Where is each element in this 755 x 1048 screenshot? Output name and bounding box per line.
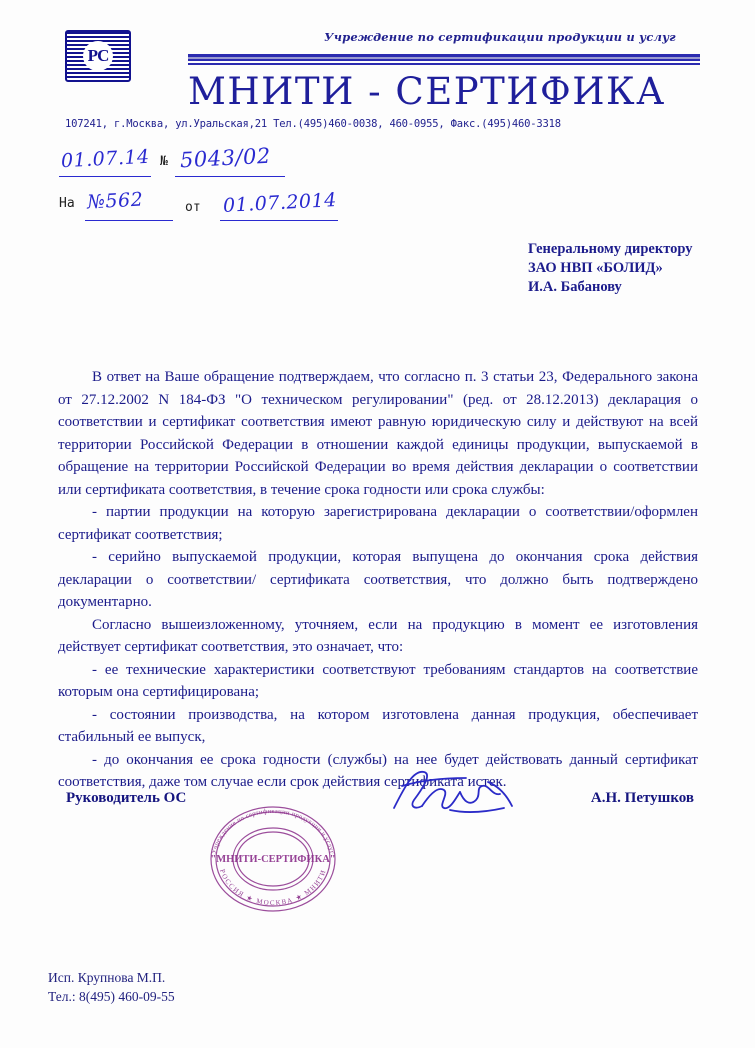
- executor-name: Исп. Крупнова М.П.: [48, 970, 166, 985]
- header-rule-thick: [188, 54, 700, 61]
- header-rule-thin: [188, 63, 700, 65]
- organization-contacts: 107241, г.Москва, ул.Уральская,21 Тел.(495)460-0038, 460-0955, Факс.(495)460-3318: [65, 118, 561, 130]
- reference-block: [55, 143, 385, 232]
- incoming-date-label: от: [185, 200, 201, 215]
- body-paragraph-4: Согласно вышеизложенному, уточняем, если на продукцию в момент ее изготовления действует сертификат соответствия, это означает, что:: [58, 616, 698, 655]
- body-paragraph-6: - состоянии производства, на котором изготовлена данная продукция, обеспечивает стабильный ее выпуск,: [58, 706, 698, 745]
- incoming-number-rule: [85, 220, 173, 221]
- certification-logo: [65, 30, 131, 82]
- incoming-date-handwritten: 01.07.2014: [222, 189, 338, 217]
- svg-text:РОССИЯ ★ МОСКВА ★ МНИТИ: РОССИЯ ★ МОСКВА ★ МНИТИ: [218, 868, 328, 908]
- organization-subtitle: Учреждение по сертификации продукции и услуг: [324, 30, 676, 44]
- logo-text: РС: [83, 41, 113, 71]
- body-paragraph-7: - до окончания ее срока годности (службы) на нее будет действовать данный сертификат соответствия, даже том случае если срок действия сертификата истек.: [58, 751, 698, 790]
- svg-text:Учреждение по сертификации про: Учреждение по сертификации продукции и услуг: [210, 807, 336, 855]
- outgoing-number-label: №: [160, 154, 168, 169]
- outgoing-date-handwritten: 01.07.14: [60, 145, 151, 173]
- signatory-name: А.Н. Петушков: [590, 790, 694, 806]
- body-paragraph-1: В ответ на Ваше обращение подтверждаем, что согласно п. 3 статьи 23, Федерального закона от 27.12.2002 N 184-ФЗ "О техническом регулировании" (ред. от 28.12.2013) декларация о соответствии и сертификат соответствия имеют равную юридическую силу и действуют на всей территории Российской Федерации в отношении каждой единицы продукции, выпускаемой в обращение на территории Российской Федерации во время действия декларации о соответствии или сертификата соответствия, в течение срока годности или срока службы:: [58, 369, 698, 498]
- signatory-position: Руководитель ОС: [66, 790, 187, 806]
- executor-footer: [48, 968, 175, 1006]
- handwritten-signature-icon: [388, 764, 518, 820]
- executor-phone: Тел.: 8(495) 460-09-55: [48, 989, 175, 1004]
- body-paragraph-3: - серийно выпускаемой продукции, которая выпущена до окончания срока действия декларации о соответствии/ сертификата соответствия, что должно быть подтверждено документарно.: [58, 549, 698, 610]
- body-paragraph-2: - партии продукции на которую зарегистрирована декларации о соответствии/оформлен сертификат соответствия;: [58, 504, 698, 543]
- incoming-number-handwritten: №562: [86, 188, 144, 214]
- addressee-company: ЗАО НВП «БОЛИД»: [528, 260, 663, 276]
- incoming-date-rule: [220, 220, 338, 221]
- letterhead: [60, 22, 700, 132]
- svg-text:"МНИТИ-СЕРТИФИКА": "МНИТИ-СЕРТИФИКА": [210, 854, 336, 865]
- outgoing-date-rule: [59, 176, 151, 177]
- addressee-name: И.А. Бабанову: [528, 279, 622, 295]
- body-paragraph-5: - ее технические характеристики соответствуют требованиям стандартов на соответствие которым она сертифицирована;: [58, 661, 698, 700]
- letter-body: [58, 366, 698, 794]
- outgoing-number-handwritten: 5043/02: [179, 143, 272, 173]
- addressee-position: Генеральному директору: [528, 241, 693, 257]
- outgoing-number-rule: [175, 176, 285, 177]
- addressee-block: [528, 240, 738, 297]
- incoming-label: На: [59, 196, 75, 211]
- organization-title: МНИТИ - СЕРТИФИКА: [188, 70, 666, 113]
- round-stamp: [195, 795, 351, 917]
